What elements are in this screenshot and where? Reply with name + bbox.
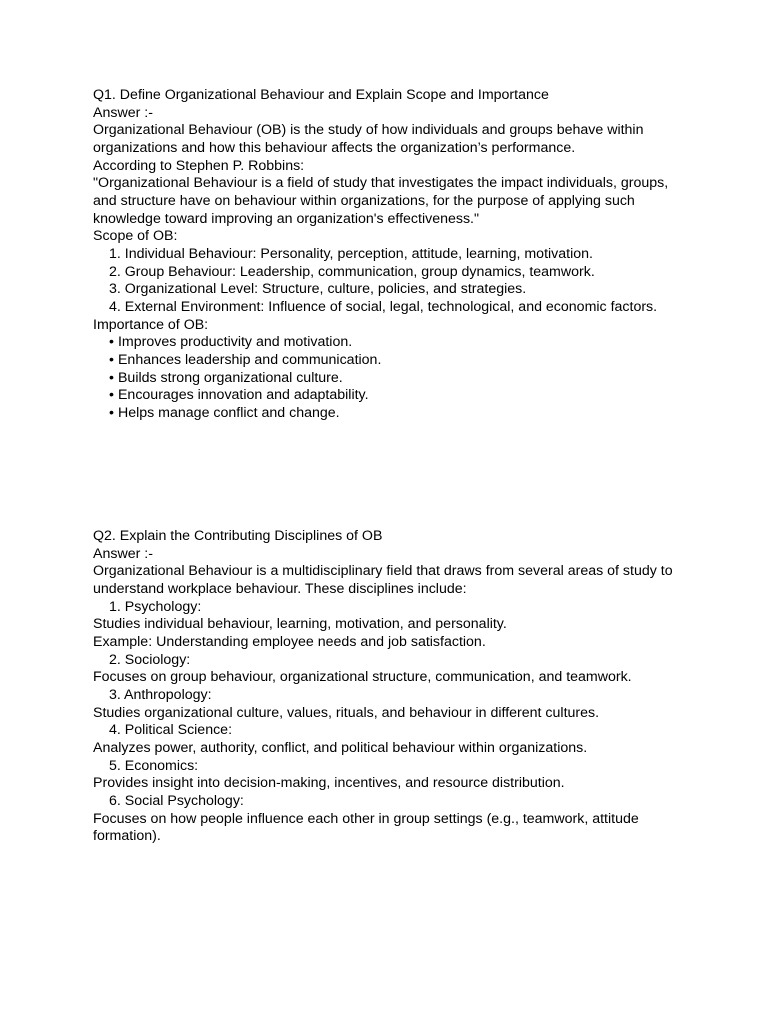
scope-item: 3. Organizational Level: Structure, culture, policies, and strategies. [109, 281, 527, 298]
discipline-example: Example: Understanding employee needs and job satisfaction. [93, 633, 486, 650]
bullet-icon: • [109, 404, 114, 421]
discipline-anthropology [93, 687, 693, 722]
bullet-icon: • [109, 334, 114, 351]
discipline-political-science [93, 722, 693, 757]
scope-heading: Scope of OB: [93, 228, 178, 245]
discipline-description: Provides insight into decision-making, incentives, and resource distribution. [93, 775, 565, 792]
bullet-icon: • [109, 387, 114, 404]
importance-item-text: Helps manage conflict and change. [117, 404, 340, 421]
robbins-attribution: According to Stephen P. Robbins: [93, 157, 305, 174]
answer-label: Answer :- [93, 545, 153, 562]
discipline-description: Focuses on how people influence each other in group settings (e.g., teamwork, attitude formation). [93, 810, 639, 845]
importance-item [93, 370, 693, 388]
discipline-title: 1. Psychology: [109, 598, 202, 615]
importance-item [93, 352, 693, 370]
importance-item-text: Encourages innovation and adaptability. [117, 387, 369, 404]
question-1-section [93, 87, 693, 422]
question-2-title: Q2. Explain the Contributing Disciplines of OB [93, 528, 383, 544]
importance-item [93, 334, 693, 352]
importance-list [93, 334, 693, 422]
discipline-social-psychology [93, 793, 693, 846]
discipline-economics [93, 758, 693, 793]
scope-list [93, 246, 693, 317]
bullet-icon: • [109, 351, 114, 368]
discipline-title: 6. Social Psychology: [109, 792, 244, 809]
discipline-title: 5. Economics: [109, 757, 199, 774]
scope-item: 1. Individual Behaviour: Personality, perception, attitude, learning, motivation. [109, 245, 593, 262]
discipline-description: Studies individual behaviour, learning, motivation, and personality. [93, 616, 507, 633]
robbins-quote: "Organizational Behaviour is a field of study that investigates the impact individuals, groups, and structure have on behaviour within organizations, for the purpose of applying such knowledge toward improving an organization's effectiveness." [93, 175, 669, 227]
discipline-title: 4. Political Science: [109, 722, 233, 739]
bullet-icon: • [109, 369, 114, 386]
importance-item-text: Builds strong organizational culture. [117, 369, 343, 386]
importance-item [93, 405, 693, 423]
importance-item [93, 387, 693, 405]
discipline-description: Analyzes power, authority, conflict, and political behaviour within organizations. [93, 739, 588, 756]
answer-label: Answer :- [93, 104, 153, 121]
discipline-description: Focuses on group behaviour, organizational structure, communication, and teamwork. [93, 669, 632, 686]
discipline-description: Studies organizational culture, values, rituals, and behaviour in different cultures. [93, 704, 600, 721]
disciplines-intro: Organizational Behaviour is a multidisciplinary field that draws from several areas of study to understand workplace behaviour. These disciplines include: [93, 563, 673, 597]
discipline-sociology [93, 652, 693, 687]
importance-item-text: Improves productivity and motivation. [117, 334, 353, 351]
question-2-section [93, 528, 693, 846]
discipline-title: 2. Sociology: [109, 651, 191, 668]
question-1-title: Q1. Define Organizational Behaviour and Explain Scope and Importance [93, 87, 549, 103]
ob-definition: Organizational Behaviour (OB) is the study of how individuals and groups behave within organizations and how this behaviour affects the organization’s performance. [93, 122, 644, 156]
discipline-psychology [93, 599, 693, 652]
discipline-title: 3. Anthropology: [109, 686, 212, 703]
importance-item-text: Enhances leadership and communication. [117, 351, 382, 368]
scope-item: 2. Group Behaviour: Leadership, communication, group dynamics, teamwork. [109, 263, 595, 280]
importance-heading: Importance of OB: [93, 316, 209, 333]
scope-item: 4. External Environment: Influence of social, legal, technological, and economic factors. [109, 298, 658, 315]
